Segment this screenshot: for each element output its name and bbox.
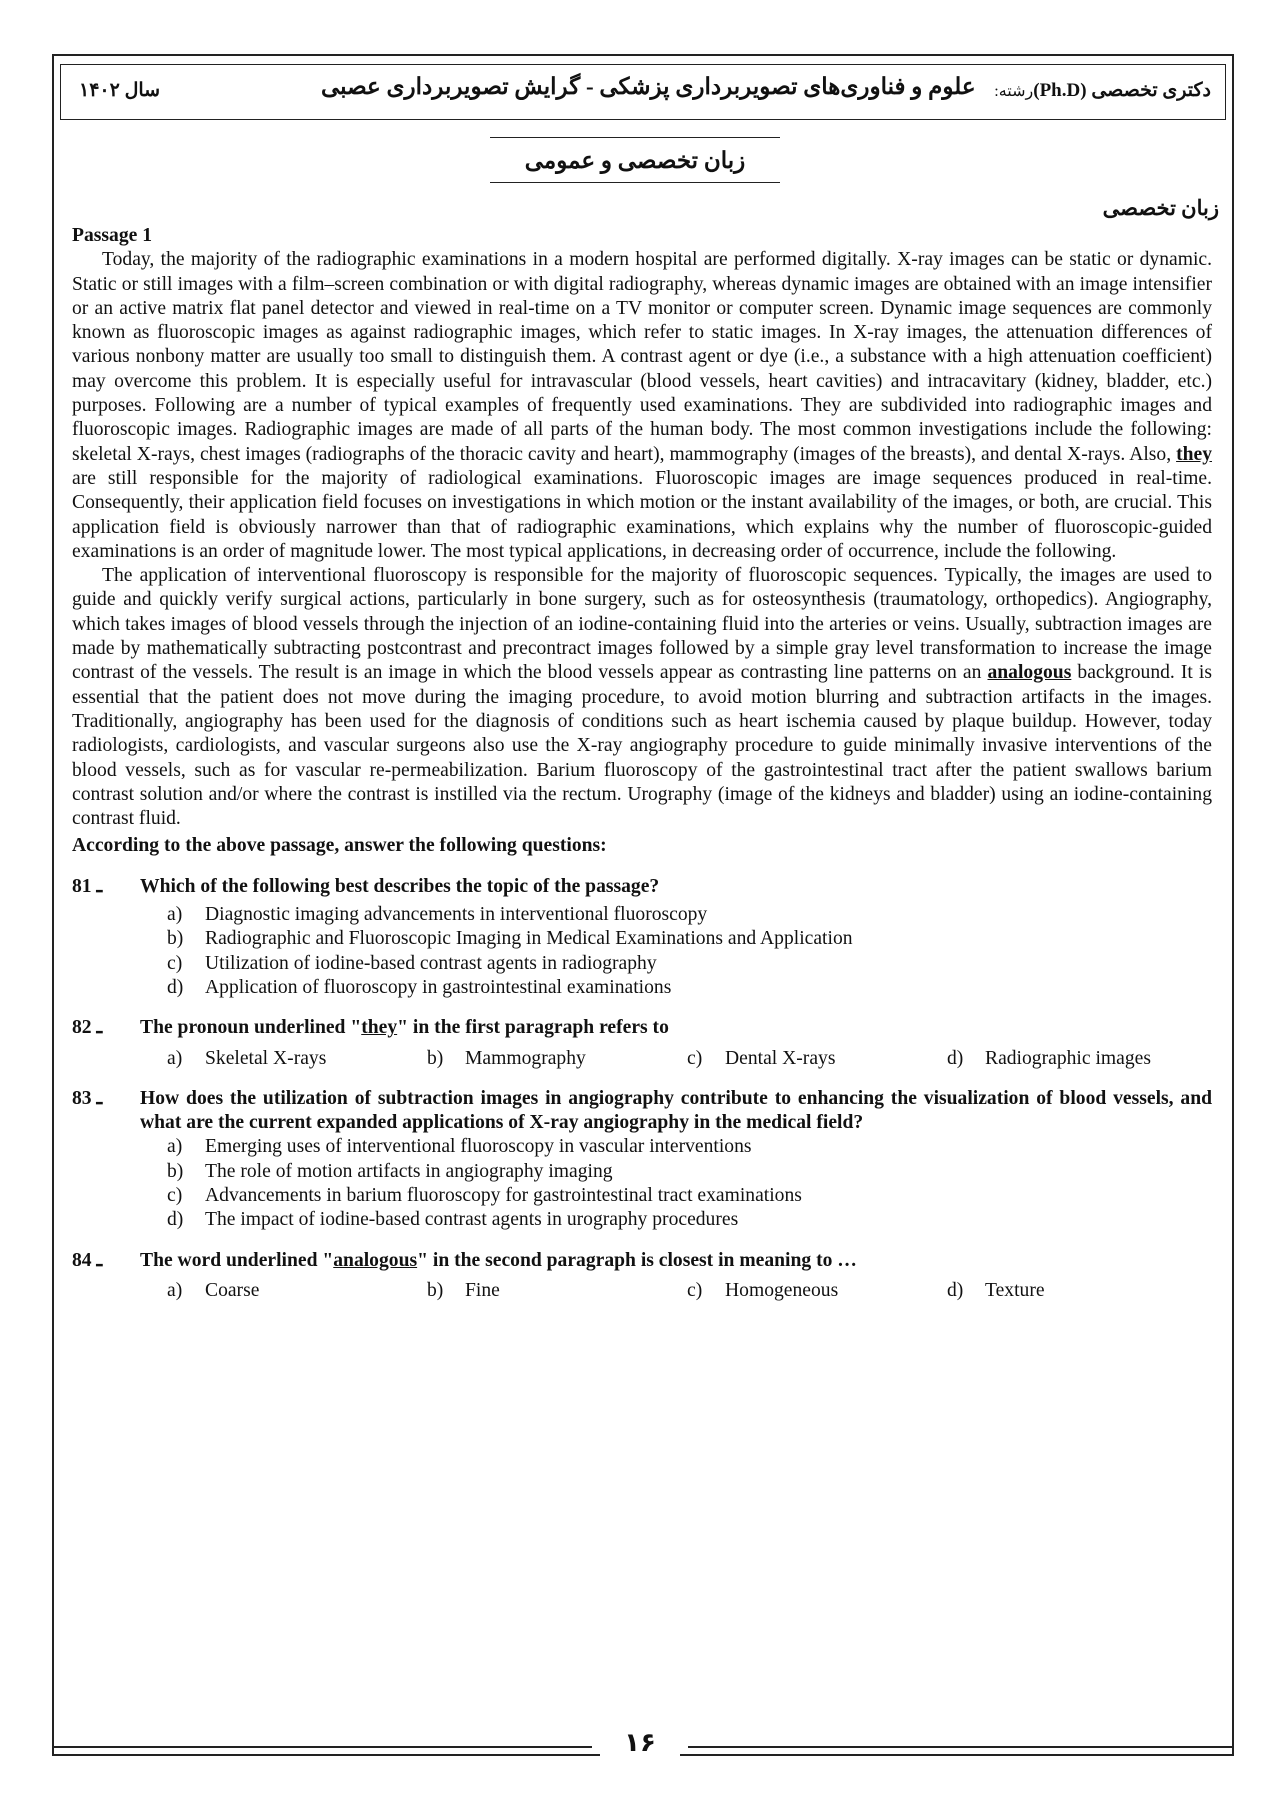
option-text: Diagnostic imaging advancements in interventional fluoroscopy bbox=[205, 904, 708, 926]
section-title: زبان تخصصی bbox=[1102, 196, 1219, 220]
exam-header bbox=[60, 64, 1226, 120]
subject-title: زبان تخصصی و عمومی bbox=[490, 137, 780, 183]
footer-rule-left bbox=[52, 1746, 592, 1748]
option-c[interactable] bbox=[687, 1047, 947, 1071]
option-letter: a) bbox=[167, 1047, 183, 1069]
underlined-word-analogous: analogous bbox=[987, 662, 1072, 684]
option-letter: d) bbox=[947, 1047, 964, 1069]
passage-label: Passage 1 bbox=[72, 225, 153, 246]
option-text: Dental X-rays bbox=[725, 1047, 836, 1069]
question-83 bbox=[72, 1087, 1212, 1233]
option-a[interactable] bbox=[167, 1047, 427, 1071]
option-text: Skeletal X-rays bbox=[205, 1047, 327, 1069]
option-text: Fine bbox=[465, 1279, 500, 1301]
question-number: 84 ـ bbox=[72, 1249, 103, 1271]
option-text: Application of fluoroscopy in gastrointestinal examinations bbox=[205, 976, 672, 998]
option-b[interactable] bbox=[427, 1047, 687, 1071]
option-letter: c) bbox=[687, 1047, 703, 1069]
question-text-b: " in the second paragraph is closest in meaning to … bbox=[417, 1249, 857, 1271]
option-letter: b) bbox=[167, 928, 184, 950]
option-b[interactable] bbox=[167, 927, 1212, 951]
option-text: Advancements in barium fluoroscopy for gastrointestinal tract examinations bbox=[205, 1184, 802, 1206]
underlined-word-they: they bbox=[1176, 443, 1212, 465]
option-d[interactable] bbox=[167, 1208, 1212, 1232]
option-a[interactable] bbox=[167, 1135, 1212, 1159]
option-d[interactable] bbox=[167, 976, 1212, 1000]
option-text: The impact of iodine-based contrast agents in urography procedures bbox=[205, 1209, 739, 1231]
option-text: Homogeneous bbox=[725, 1279, 839, 1301]
degree-code: (Ph.D) bbox=[1033, 80, 1087, 101]
question-text-a: The pronoun underlined " bbox=[140, 1017, 362, 1039]
option-c[interactable] bbox=[167, 952, 1212, 976]
underlined-word-analogous: analogous bbox=[333, 1249, 418, 1271]
option-a[interactable] bbox=[167, 903, 1212, 927]
option-a[interactable] bbox=[167, 1279, 427, 1303]
option-c[interactable] bbox=[687, 1279, 947, 1303]
degree-label: دکتری تخصصی bbox=[1091, 80, 1211, 101]
option-b[interactable] bbox=[167, 1160, 1212, 1184]
option-letter: d) bbox=[947, 1279, 964, 1301]
option-text: Emerging uses of interventional fluoroscopy in vascular interventions bbox=[205, 1136, 752, 1158]
question-82 bbox=[72, 1016, 1212, 1071]
option-text: Texture bbox=[985, 1279, 1045, 1301]
option-letter: b) bbox=[427, 1279, 444, 1301]
option-text: Radiographic and Fluoroscopic Imaging in Medical Examinations and Application bbox=[205, 928, 853, 950]
option-text: Mammography bbox=[465, 1047, 586, 1069]
question-text bbox=[140, 1249, 1212, 1273]
option-letter: c) bbox=[167, 1184, 183, 1206]
field-name: علوم و فناوری‌های تصویربرداری پزشکی - گرایش تصویربرداری عصبی bbox=[321, 74, 976, 99]
option-letter: b) bbox=[427, 1047, 444, 1069]
option-letter: d) bbox=[167, 976, 184, 998]
question-text-b: " in the first paragraph refers to bbox=[397, 1017, 669, 1039]
paragraph-2-text-b: background. It is essential that the patient does not move during the imaging procedure, to avoid motion blurring and subtraction artifacts in the images. Traditionally, angiography has been used for the diagnosis of conditions such as heart ischemia caused by plaque buildup. However, today radiologists, cardiologists, and vascular surgeons also use the X-ray angiography procedure to guide minimally invasive interventions of the blood vessels, such as for vascular re-permeabilization. Barium fluoroscopy of the gastrointestinal tract after the patient swallows barium contrast solution and/or where the contrast is instilled via the rectum. Urography (image of the kidneys and bladder) using an iodine-containing contrast fluid. bbox=[72, 662, 1212, 830]
option-b[interactable] bbox=[427, 1279, 687, 1303]
question-84 bbox=[72, 1249, 1212, 1304]
question-number: 83 ـ bbox=[72, 1087, 103, 1109]
option-letter: a) bbox=[167, 1136, 183, 1158]
option-text: Radiographic images bbox=[985, 1047, 1151, 1069]
option-text: The role of motion artifacts in angiography imaging bbox=[205, 1160, 613, 1182]
option-letter: c) bbox=[687, 1279, 703, 1301]
option-letter: d) bbox=[167, 1209, 184, 1231]
degree-info bbox=[994, 79, 1211, 102]
question-text: Which of the following best describes the topic of the passage? bbox=[140, 875, 660, 897]
option-letter: a) bbox=[167, 904, 183, 926]
page-number: ۱۶ bbox=[600, 1728, 680, 1758]
option-letter: b) bbox=[167, 1160, 184, 1182]
underlined-word-they: they bbox=[361, 1017, 398, 1039]
question-text: How does the utilization of subtraction images in angiography contribute to enhancing the visualization of blood vessels, and what are the current expanded applications of X-ray angiography in the medical field? bbox=[140, 1087, 1212, 1134]
option-text: Coarse bbox=[205, 1279, 260, 1301]
option-c[interactable] bbox=[167, 1184, 1212, 1208]
instruction: According to the above passage, answer the following questions: bbox=[72, 835, 607, 857]
option-letter: c) bbox=[167, 952, 183, 974]
option-d[interactable] bbox=[947, 1047, 1151, 1071]
paragraph-2-text-a: The application of interventional fluoroscopy is responsible for the majority of fluoroscopic sequences. Typically, the images are used to guide and quickly verify surgical actions, particularly in bone surgery, such as for osteosynthesis (traumatology, orthopedics). Angiography, which takes images of blood vessels through the injection of an iodine-containing fluid into the arteries or veins. Usually, subtraction images are made by mathematically subtracting postcontrast and precontract images followed by a simple gray level transformation to increase the image contrast of the vessels. The result is an image in which the blood vessels appear as contrasting line patterns on an bbox=[72, 565, 1212, 684]
question-text bbox=[140, 1016, 1212, 1040]
passage-paragraph-1 bbox=[72, 248, 1212, 564]
exam-content bbox=[72, 224, 1212, 1303]
question-text-a: The word underlined " bbox=[140, 1249, 334, 1271]
question-number: 82 ـ bbox=[72, 1017, 103, 1039]
passage-paragraph-2 bbox=[72, 564, 1212, 831]
paragraph-1-text-a: Today, the majority of the radiographic examinations in a modern hospital are performed digitally. X-ray images can be static or dynamic. Static or still images with a film–screen combination or with digital radiography, whereas dynamic images are obtained with an image intensifier or an active matrix flat panel detector and viewed in real-time on a TV monitor or computer screen. Dynamic image sequences are commonly known as fluoroscopic images as against radiographic images, which refer to static images. In X-ray images, the attenuation differences of various nonbony matter are usually too small to distinguish them. A contrast agent or dye (i.e., a substance with a high attenuation coefficient) may overcome this problem. It is especially useful for intravascular (blood vessels, heart cavities) and intracavitary (kidney, bladder, etc.) purposes. Following are a number of typical examples of frequently used examinations. They are subdivided into radiographic images and fluoroscopic images. Radiographic images are made of all parts of the human body. The most common investigations include the following: skeletal X-rays, chest images (radiographs of the thoracic cavity and heart), mammography (images of the breasts), and dental X-rays. Also, bbox=[72, 249, 1212, 465]
footer-rule-right bbox=[688, 1746, 1234, 1748]
option-text: Utilization of iodine-based contrast agents in radiography bbox=[205, 952, 657, 974]
question-number: 81 ـ bbox=[72, 875, 103, 897]
question-81 bbox=[72, 875, 1212, 1000]
option-d[interactable] bbox=[947, 1279, 1045, 1303]
field-prefix: رشته: bbox=[994, 83, 1034, 100]
exam-year: سال ۱۴۰۲ bbox=[79, 80, 161, 101]
option-letter: a) bbox=[167, 1279, 183, 1301]
paragraph-1-text-b: are still responsible for the majority of radiological examinations. Fluoroscopic images are image sequences produced in real-time. Consequently, their application field focuses on investigations in which motion or the instant availability of the images, or both, are crucial. This application field is obviously narrower than that of radiographic examinations, which explains why the number of fluoroscopic-guided examinations is an order of magnitude lower. The most typical applications, in decreasing order of occurrence, include the following. bbox=[72, 467, 1212, 562]
